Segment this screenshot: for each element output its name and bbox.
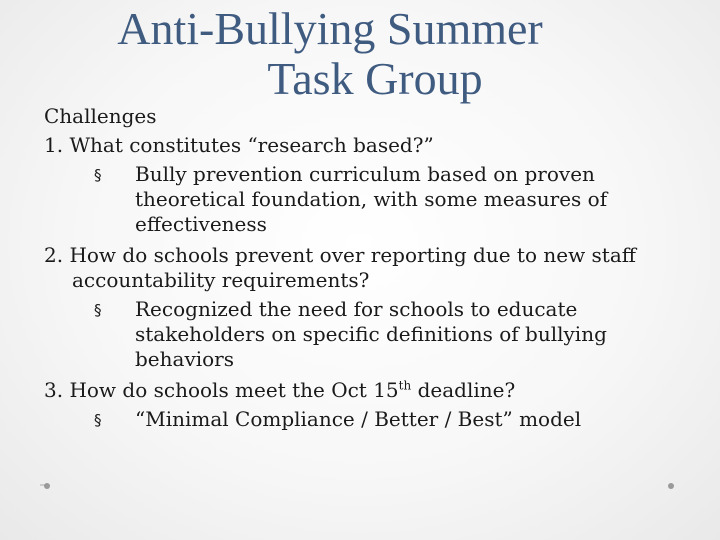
sub-text: “Minimal Compliance / Better / Best” model [135, 407, 582, 431]
bullet-icon: § [94, 411, 102, 429]
corner-dot-right-icon [668, 483, 674, 489]
sub-bullet [44, 162, 684, 237]
challenges-heading: Challenges [44, 104, 157, 128]
list-item [44, 133, 684, 237]
slide-title [0, 4, 660, 104]
item-text-superscript: th [398, 378, 412, 393]
sub-text: Bully prevention curriculum based on proven theoretical foundation, with some measures of effectiveness [135, 162, 608, 236]
item-text: What constitutes “research based?” [69, 133, 434, 157]
item-text-before: How do schools meet the Oct 15 [69, 378, 399, 402]
sub-text: Recognized the need for schools to educate stakeholders on specific definitions of bullying behaviors [135, 297, 607, 371]
slide-body [44, 104, 684, 438]
bullet-icon: § [94, 301, 102, 319]
item-number: 3. [44, 378, 64, 402]
item-number: 1. [44, 133, 64, 157]
bullet-icon: § [94, 166, 102, 184]
item-number: 2. [44, 243, 64, 267]
title-line-2: Task Group [267, 53, 483, 104]
sub-bullet [44, 407, 684, 432]
sub-bullet [44, 297, 684, 372]
title-line-1: Anti-Bullying Summer [117, 3, 543, 54]
corner-dot-left-icon [44, 483, 50, 489]
item-text-after: deadline? [411, 378, 516, 402]
list-item [44, 243, 684, 372]
item-text: How do schools prevent over reporting due to new staff accountability requirements? [69, 243, 636, 292]
list-item [44, 378, 684, 432]
